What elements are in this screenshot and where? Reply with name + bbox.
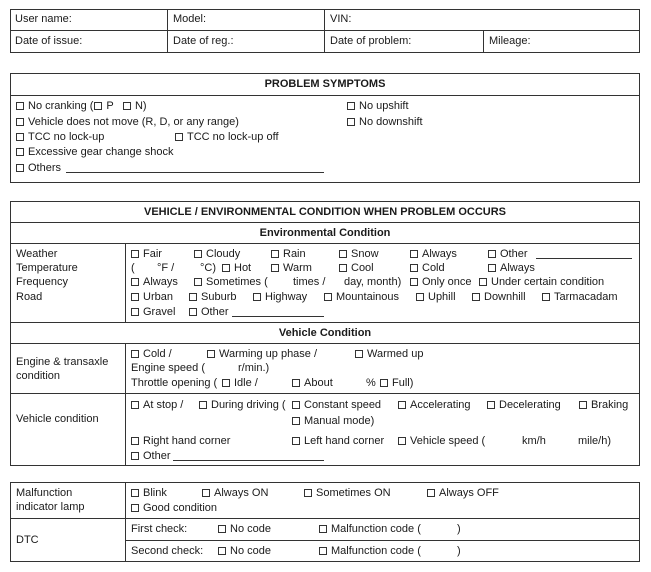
checkbox[interactable] — [292, 437, 300, 445]
engine-label-line2: condition — [16, 370, 61, 382]
conditions-title: VEHICLE / ENVIRONMENTAL CONDITION WHEN PROBLEM OCCURS — [144, 206, 506, 218]
dtc-first-check-label: First check: — [131, 523, 188, 535]
mil-label-line2: indicator lamp — [16, 501, 85, 513]
vc-constant-speed[interactable]: Constant speed — [292, 399, 381, 412]
no-move-option[interactable]: Vehicle does not move (R, D, or any range) — [16, 116, 239, 129]
mileage-field[interactable]: Mileage: — [489, 35, 531, 47]
weather-always[interactable]: Always — [410, 248, 457, 261]
throttle-percent: % — [366, 377, 376, 389]
checkbox[interactable] — [472, 293, 480, 301]
road-gravel[interactable]: Gravel — [131, 306, 175, 319]
model-field[interactable]: Model: — [173, 13, 207, 25]
checkbox[interactable] — [222, 264, 230, 272]
throttle-about[interactable]: About — [292, 377, 333, 390]
mil-good-condition[interactable]: Good condition — [131, 502, 217, 515]
checkbox[interactable] — [131, 504, 139, 512]
frequency-always[interactable]: Always — [131, 276, 178, 289]
tcc-lockup-option[interactable]: TCC no lock-up — [16, 131, 104, 144]
checkbox[interactable] — [347, 118, 355, 126]
vc-accelerating[interactable]: Accelerating — [398, 399, 471, 412]
dtc-first-no-code[interactable]: No code — [218, 523, 271, 536]
checkbox[interactable] — [199, 401, 207, 409]
checkbox[interactable] — [16, 133, 24, 141]
mil-sometimes-on[interactable]: Sometimes ON — [304, 487, 391, 500]
dtc-label: DTC — [16, 534, 39, 546]
vehicle-condition-title: Vehicle Condition — [278, 327, 372, 339]
checkbox[interactable] — [194, 278, 202, 286]
frequency-label: Frequency — [16, 276, 68, 288]
mil-always-on[interactable]: Always ON — [202, 487, 268, 500]
checkbox[interactable] — [292, 401, 300, 409]
engine-speed-label: Engine speed ( — [131, 362, 205, 374]
weather-cloudy[interactable]: Cloudy — [194, 248, 240, 261]
checkbox[interactable] — [355, 350, 363, 358]
checkbox[interactable] — [487, 401, 495, 409]
temperature-open-paren: ( — [131, 262, 135, 274]
checkbox[interactable] — [324, 293, 332, 301]
checkbox[interactable] — [131, 437, 139, 445]
road-label: Road — [16, 291, 43, 303]
checkbox[interactable] — [131, 401, 139, 409]
weather-fair[interactable]: Fair — [131, 248, 162, 261]
no-cranking-option[interactable]: No cranking ( P N) — [16, 100, 147, 113]
problem-symptoms-title: PROBLEM SYMPTOMS — [264, 78, 386, 90]
engine-warming-up[interactable]: Warming up phase / — [207, 348, 317, 361]
temperature-hot[interactable]: Hot — [222, 262, 251, 275]
checkbox[interactable] — [16, 102, 24, 110]
checkbox[interactable] — [319, 525, 327, 533]
weather-rain[interactable]: Rain — [271, 248, 306, 261]
checkbox[interactable] — [218, 525, 226, 533]
checkbox[interactable] — [16, 118, 24, 126]
road-suburb[interactable]: Suburb — [189, 291, 236, 304]
temperature-label: Temperature — [16, 262, 78, 274]
date-of-issue-field[interactable]: Date of issue: — [15, 35, 83, 47]
throttle-full[interactable]: Full) — [380, 377, 413, 390]
checkbox[interactable] — [488, 250, 496, 258]
checkbox[interactable] — [271, 264, 279, 272]
checkbox[interactable] — [339, 250, 347, 258]
checkbox[interactable] — [398, 401, 406, 409]
checkbox-p[interactable] — [94, 102, 102, 110]
engine-warmed-up[interactable]: Warmed up — [355, 348, 423, 361]
frequency-times: times / — [293, 276, 326, 288]
checkbox[interactable] — [131, 350, 139, 358]
checkbox[interactable] — [427, 489, 435, 497]
checkbox[interactable] — [410, 250, 418, 258]
checkbox[interactable] — [218, 547, 226, 555]
checkbox[interactable] — [292, 417, 300, 425]
temperature-warm[interactable]: Warm — [271, 262, 312, 275]
vc-decelerating[interactable]: Decelerating — [487, 399, 561, 412]
checkbox[interactable] — [416, 293, 424, 301]
engine-cold[interactable]: Cold / — [131, 348, 172, 361]
vc-braking[interactable]: Braking — [579, 399, 628, 412]
checkbox[interactable] — [131, 278, 139, 286]
vc-manual-mode[interactable]: Manual mode) — [292, 415, 374, 428]
mil-always-off[interactable]: Always OFF — [427, 487, 499, 500]
dtc-first-close-paren: ) — [457, 523, 461, 535]
road-highway[interactable]: Highway — [253, 291, 307, 304]
road-other-line[interactable] — [232, 316, 324, 317]
weather-label: Weather — [16, 248, 58, 260]
checkbox[interactable] — [347, 102, 355, 110]
checkbox[interactable] — [579, 401, 587, 409]
header-table — [10, 9, 640, 53]
road-tarmacadam[interactable]: Tarmacadam — [542, 291, 618, 304]
frequency-day-month: day, month) — [344, 276, 402, 288]
excessive-shock-option[interactable]: Excessive gear change shock — [16, 146, 174, 159]
weather-other[interactable]: Other — [488, 248, 528, 261]
dtc-second-close-paren: ) — [457, 545, 461, 557]
checkbox[interactable] — [16, 148, 24, 156]
checkbox[interactable] — [253, 293, 261, 301]
checkbox[interactable] — [131, 293, 139, 301]
throttle-idle[interactable]: Idle / — [222, 377, 258, 390]
checkbox[interactable] — [410, 264, 418, 272]
road-uphill[interactable]: Uphill — [416, 291, 456, 304]
dtc-second-malfunction-code[interactable]: Malfunction code ( — [319, 545, 421, 558]
vc-left-corner[interactable]: Left hand corner — [292, 435, 384, 448]
dtc-second-check-label: Second check: — [131, 545, 204, 557]
temperature-cool[interactable]: Cool — [339, 262, 374, 275]
temperature-celsius: °C) — [200, 262, 217, 274]
vc-other[interactable]: Other — [131, 450, 171, 463]
checkbox[interactable] — [339, 264, 347, 272]
checkbox[interactable] — [479, 278, 487, 286]
checkbox[interactable] — [131, 250, 139, 258]
vehicle-condition-label: Vehicle condition — [16, 413, 99, 425]
mil-label-line1: Malfunction — [16, 487, 73, 499]
environmental-condition-title: Environmental Condition — [259, 227, 391, 239]
checkbox[interactable] — [189, 308, 197, 316]
date-of-reg-field[interactable]: Date of reg.: — [173, 35, 234, 47]
checkbox-n[interactable] — [123, 102, 131, 110]
checkbox[interactable] — [488, 264, 496, 272]
checkbox[interactable] — [131, 489, 139, 497]
dtc-first-malfunction-code[interactable]: Malfunction code ( — [319, 523, 421, 536]
checkbox[interactable] — [542, 293, 550, 301]
checkbox[interactable] — [410, 278, 418, 286]
road-other[interactable]: Other — [189, 306, 229, 319]
road-downhill[interactable]: Downhill — [472, 291, 526, 304]
checkbox[interactable] — [131, 308, 139, 316]
no-upshift-option[interactable]: No upshift — [347, 100, 409, 113]
engine-label-line1: Engine & transaxle — [16, 356, 109, 368]
vc-vehicle-speed[interactable]: Vehicle speed ( — [398, 435, 485, 448]
vc-mileh: mile/h) — [578, 435, 612, 447]
temperature-always[interactable]: Always — [488, 262, 535, 275]
date-of-problem-field[interactable]: Date of problem: — [330, 35, 412, 47]
checkbox[interactable] — [222, 379, 230, 387]
checkbox[interactable] — [189, 293, 197, 301]
vin-field[interactable]: VIN: — [330, 13, 352, 25]
vc-at-stop[interactable]: At stop / — [131, 399, 183, 412]
vc-right-corner[interactable]: Right hand corner — [131, 435, 230, 448]
throttle-label: Throttle opening ( — [131, 377, 218, 389]
no-downshift-option[interactable]: No downshift — [347, 116, 423, 129]
checkbox[interactable] — [175, 133, 183, 141]
checkbox[interactable] — [398, 437, 406, 445]
mil-blink[interactable]: Blink — [131, 487, 167, 500]
temperature-fahrenheit: °F / — [157, 262, 175, 274]
road-urban[interactable]: Urban — [131, 291, 173, 304]
weather-snow[interactable]: Snow — [339, 248, 379, 261]
vc-other-line[interactable] — [173, 460, 324, 461]
user-name-field[interactable]: User name: — [15, 13, 72, 25]
tcc-lockup-off-option[interactable]: TCC no lock-up off — [175, 131, 279, 144]
checkbox[interactable] — [380, 379, 388, 387]
checkbox[interactable] — [304, 489, 312, 497]
checkbox[interactable] — [131, 452, 139, 460]
checkbox[interactable] — [207, 350, 215, 358]
frequency-only-once[interactable]: Only once — [410, 276, 472, 289]
checkbox[interactable] — [292, 379, 300, 387]
checkbox[interactable] — [319, 547, 327, 555]
frequency-under-certain[interactable]: Under certain condition — [479, 276, 604, 289]
vc-kmh: km/h — [522, 435, 546, 447]
others-option[interactable]: Others — [16, 162, 61, 175]
checkbox[interactable] — [202, 489, 210, 497]
engine-speed-unit: r/min.) — [238, 362, 270, 374]
weather-other-line[interactable] — [536, 258, 632, 259]
dtc-second-no-code[interactable]: No code — [218, 545, 271, 558]
others-line[interactable] — [66, 172, 324, 173]
vc-during-driving[interactable]: During driving ( — [199, 399, 286, 412]
road-mountainous[interactable]: Mountainous — [324, 291, 399, 304]
frequency-sometimes[interactable]: Sometimes ( — [194, 276, 268, 289]
checkbox[interactable] — [16, 164, 24, 172]
checkbox[interactable] — [194, 250, 202, 258]
temperature-cold[interactable]: Cold — [410, 262, 445, 275]
checkbox[interactable] — [271, 250, 279, 258]
